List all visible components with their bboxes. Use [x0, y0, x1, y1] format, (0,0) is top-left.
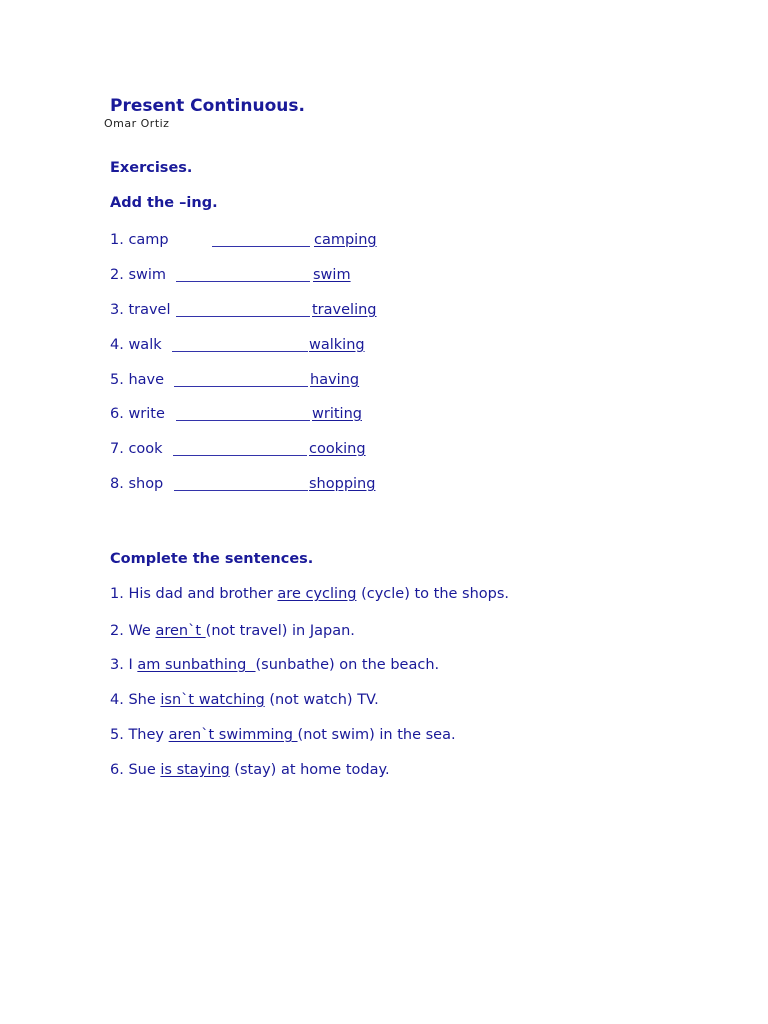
ing-item: [110, 267, 166, 283]
ing-item: [110, 232, 169, 248]
sentence-after: (not watch) TV.: [264, 692, 379, 708]
ing-item-answer: having: [310, 372, 360, 388]
sentence-answer: isn`t watching: [160, 692, 265, 708]
ing-item-label: 6. write: [110, 406, 165, 422]
ing-item: [110, 337, 162, 353]
sentence-item: [110, 623, 355, 639]
answer-blank: [176, 269, 310, 282]
ing-item-answer: writing: [312, 406, 362, 422]
ing-item-label: 8. shop: [110, 476, 164, 492]
sentence-before: 3. I: [110, 657, 138, 673]
exercises-heading: Exercises.: [110, 160, 193, 176]
answer-blank: [176, 304, 310, 317]
answer-blank: [173, 443, 307, 456]
ing-item-label: 4. walk: [110, 337, 162, 353]
sentence-after: (stay) at home today.: [229, 762, 390, 778]
sentence-answer: are cycling: [277, 586, 357, 602]
ing-item-label: 3. travel: [110, 302, 171, 318]
sentence-answer: am sunbathing: [137, 657, 256, 673]
ing-item-label: 5. have: [110, 372, 165, 388]
answer-blank: [212, 234, 310, 247]
sentence-answer: is staying: [160, 762, 230, 778]
sentence-before: 1. His dad and brother: [110, 586, 278, 602]
sentence-after: (cycle) to the shops.: [356, 586, 510, 602]
ing-item-label: 7. cook: [110, 441, 163, 457]
sentence-after: (not travel) in Japan.: [205, 623, 355, 639]
answer-blank: [174, 478, 308, 491]
ing-item-answer: cooking: [309, 441, 366, 457]
ing-item-answer: swim: [313, 267, 351, 283]
ing-item-answer: camping: [314, 232, 377, 248]
sentence-item: [110, 762, 390, 778]
ing-item: [110, 372, 164, 388]
sentence-before: 5. They: [110, 727, 169, 743]
sentence-before: 2. We: [110, 623, 156, 639]
sentence-item: [110, 727, 456, 743]
sentence-answer: aren`t: [155, 623, 206, 639]
answer-blank: [176, 408, 310, 421]
sentence-after: (not swim) in the sea.: [297, 727, 456, 743]
ing-item-label: 2. swim: [110, 267, 167, 283]
sentences-heading: Complete the sentences.: [110, 551, 314, 567]
sentence-before: 4. She: [110, 692, 161, 708]
ing-item-answer: shopping: [309, 476, 376, 492]
ing-item-answer: walking: [309, 337, 365, 353]
ing-item-label: 1. camp: [110, 232, 169, 248]
answer-blank: [172, 339, 308, 352]
sentence-item: [110, 657, 439, 673]
instruction-heading: Add the –ing.: [110, 195, 218, 211]
ing-item: [110, 441, 163, 457]
sentence-item: [110, 586, 509, 602]
sentence-answer: aren`t swimming: [168, 727, 298, 743]
ing-item-answer: traveling: [312, 302, 377, 318]
sentence-before: 6. Sue: [110, 762, 161, 778]
ing-item: [110, 406, 165, 422]
ing-item: [110, 476, 163, 492]
ing-item: [110, 302, 171, 318]
sentence-item: [110, 692, 379, 708]
author-name: Omar Ortiz: [104, 117, 170, 130]
answer-blank: [174, 374, 308, 387]
sentence-after: (sunbathe) on the beach.: [255, 657, 440, 673]
page-title: Present Continuous.: [110, 96, 305, 116]
